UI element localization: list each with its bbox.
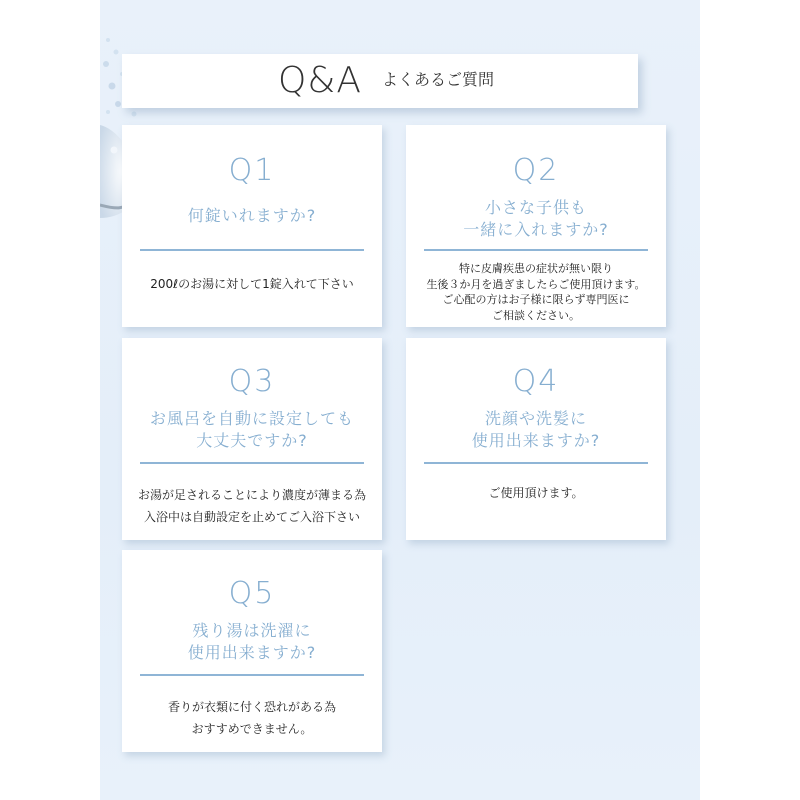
question-text: お風呂を自動に設定しても 大丈夫ですか?	[149, 409, 354, 450]
answer-text: 200ℓのお湯に対して1錠入れて下さい	[150, 277, 354, 291]
question-number: Q4	[512, 364, 560, 399]
divider	[140, 249, 364, 251]
faq-card-q3	[122, 338, 382, 540]
question-text: 洗顔や洗髪に 使用出来ますか?	[471, 409, 601, 450]
question-number: Q2	[512, 153, 560, 188]
question-text: 残り湯は洗濯に 使用出来ますか?	[187, 621, 317, 662]
question-text: 小さな子供も 一緒に入れますか?	[463, 198, 609, 239]
title-banner	[122, 54, 638, 108]
answer-text: 香りが衣類に付く恐れがある為 おすすめできません。	[167, 700, 336, 736]
question-number: Q1	[228, 153, 276, 188]
answer-text: 特に皮膚疾患の症状が無い限り 生後３か月を過ぎましたらご使用頂けます。 ご心配の方はお子様に限らず専門医に ご相談ください。	[426, 262, 646, 322]
faq-card-q1	[122, 125, 382, 327]
divider	[140, 674, 364, 676]
faq-card-q5	[122, 550, 382, 752]
question-number: Q5	[228, 576, 276, 611]
divider	[140, 462, 364, 464]
page-title: Q&A	[278, 60, 363, 101]
question-text: 何錠いれますか?	[187, 206, 317, 225]
answer-text: お湯が足されることにより濃度が薄まる為 入浴中は自動設定を止めてご入浴下さい	[137, 488, 366, 524]
faq-card-q4	[406, 338, 666, 540]
page-subtitle: よくあるご質問	[382, 70, 495, 89]
answer-text: ご使用頂けます。	[488, 486, 584, 500]
faq-card-q2	[406, 125, 666, 327]
question-number: Q3	[228, 364, 276, 399]
divider	[424, 249, 648, 251]
divider	[424, 462, 648, 464]
